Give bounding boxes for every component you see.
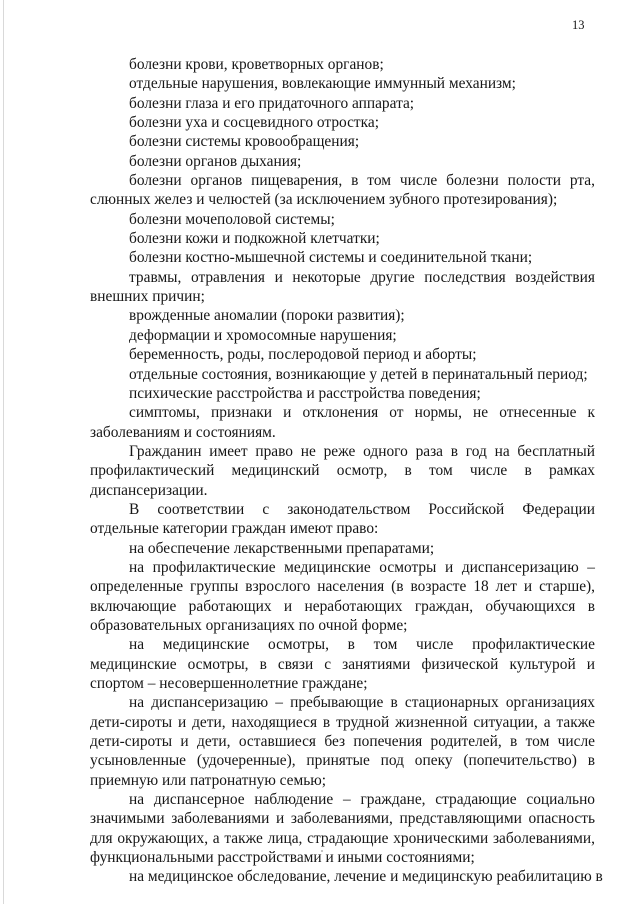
paragraph: болезни крови, кроветворных органов;	[129, 56, 384, 73]
body-text	[90, 55, 603, 887]
paragraph: болезни глаза и его придаточного аппарата;	[129, 94, 415, 112]
paragraph: на медицинские осмотры, в том числе профилактические медицинские осмотры, в связи с занятиями физической культурой и спортом – несовершеннолетние граждане;	[90, 636, 595, 692]
paragraph: деформации и хромосомные нарушения;	[129, 326, 397, 344]
paragraph: болезни мочеполовой системы;	[129, 210, 335, 228]
paragraph: болезни системы кровообращения;	[129, 133, 360, 151]
paragraph: травмы, отравления и некоторые другие последствия воздействия внешних причин;	[90, 268, 595, 306]
paragraph: В соответствии с законодательством Российской Федерации отдельные категории граждан имеют право:	[90, 500, 595, 538]
page-number: 13	[572, 18, 585, 32]
paragraph: психические расстройства и расстройства поведения;	[129, 384, 481, 402]
paragraph: на диспансерное наблюдение – граждане, страдающие социально значимыми заболеваниями и заболеваниями, представляющими опасность для окружающих, а также лица, страдающие хроническими заболеваниями, функциональными расстройствами и иными состояниями;	[90, 791, 595, 867]
paragraph: болезни органов пищеварения, в том числе болезни полости рта, слюнных желез и челюстей (за исключением зубного протезирования);	[90, 172, 595, 209]
paragraph: болезни органов дыхания;	[129, 152, 302, 170]
paragraph: на обеспечение лекарственными препаратами;	[129, 539, 435, 557]
paragraph: отдельные состояния, возникающие у детей в перинатальный период;	[129, 365, 588, 383]
paragraph: врожденные аномалии (пороки развития);	[129, 307, 405, 325]
scan-edge-line	[3, 0, 4, 904]
paragraph: болезни костно-мышечной системы и соединительной ткани;	[129, 249, 533, 267]
paragraph: беременность, роды, послеродовой период и аборты;	[129, 346, 477, 364]
paragraph: на медицинское обследование, лечение и медицинскую реабилитацию в	[129, 868, 603, 886]
paragraph: Гражданин имеет право не реже одного раза в год на бесплатный профилактический медицинский осмотр, в том числе в рамках диспансеризации.	[90, 442, 595, 499]
paragraph: отдельные нарушения, вовлекающие иммунный механизм;	[129, 75, 516, 93]
paragraph: на диспансеризацию – пребывающие в стационарных организациях дети-сироты и дети, находящиеся в трудной жизненной ситуации, а также дети-сироты и дети, оставшиеся без попечения родителей, в том числе усыновленные (удочеренные), принятые под опеку (попечительство) в приемную или патронатную семью;	[90, 694, 595, 789]
paragraph: болезни кожи и подкожной клетчатки;	[129, 230, 380, 248]
paragraph: болезни уха и сосцевидного отростка;	[129, 114, 380, 132]
paragraph: симптомы, признаки и отклонения от нормы, не отнесенные к заболеваниям и состояниям.	[90, 404, 595, 441]
paragraph: на профилактические медицинские осмотры и диспансеризацию – определенные группы взрослого населения (в возрасте 18 лет и старше), включающие работающих и неработающих граждан, обучающихся в образовательных организациях по очной форме;	[90, 558, 595, 634]
